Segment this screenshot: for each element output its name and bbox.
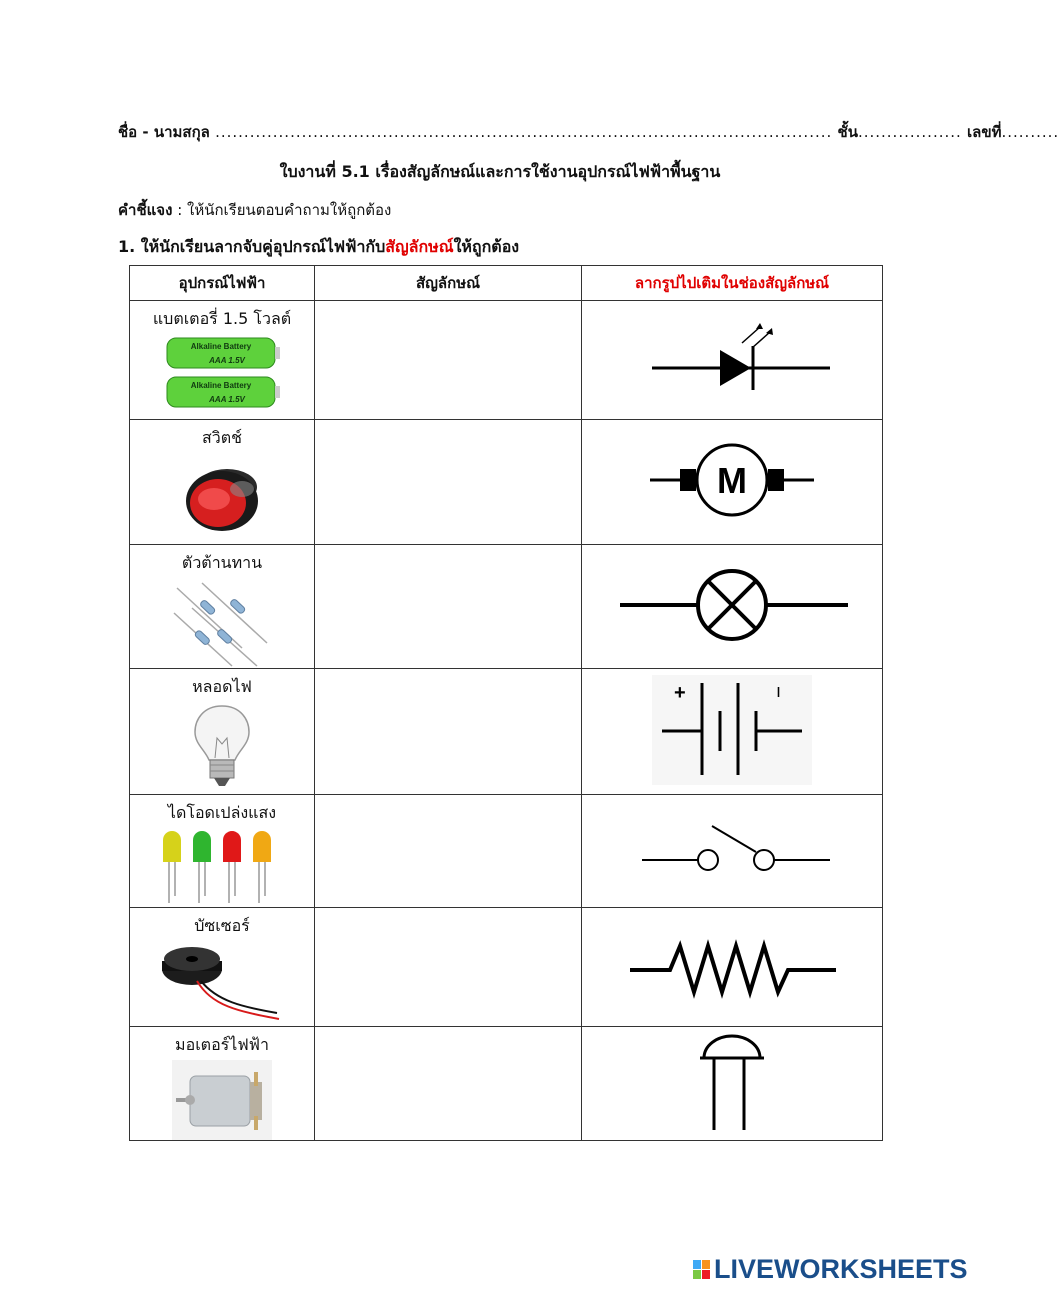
logo-text: LIVEWORKSHEETS	[714, 1253, 968, 1284]
number-label: เลขที่	[967, 123, 1002, 141]
draggable-symbol-cell	[582, 795, 883, 908]
buzzer-symbol[interactable]	[692, 1030, 772, 1134]
question-prefix: 1. ให้นักเรียนลากจับคู่อุปกรณ์ไฟฟ้ากับ	[118, 237, 386, 256]
battery-minus-sign: ı	[776, 680, 782, 701]
number-blank[interactable]: ..........	[1001, 123, 1059, 141]
draggable-symbol-cell	[582, 1027, 883, 1141]
symbol-drop-zone[interactable]	[315, 301, 582, 420]
device-cell	[130, 908, 315, 1027]
device-label: สวิตช์	[202, 428, 242, 447]
led-symbol[interactable]	[632, 313, 832, 403]
device-label: หลอดไฟ	[192, 677, 252, 696]
instruction-label: คำชี้แจง	[118, 201, 173, 219]
symbol-drop-zone[interactable]	[315, 795, 582, 908]
device-cell	[130, 301, 315, 420]
device-label: ไดโอดเปล่งแสง	[167, 803, 277, 822]
draggable-symbol-cell	[582, 301, 883, 420]
battery-spec-text: AAA 1.5V	[209, 395, 245, 404]
table-row	[130, 545, 883, 669]
question-1	[118, 235, 519, 260]
leds-image	[157, 828, 287, 903]
name-blank[interactable]: ...........................................................................................................	[215, 123, 833, 141]
symbol-drop-zone[interactable]	[315, 1027, 582, 1141]
instruction	[118, 198, 391, 222]
battery-symbol[interactable]	[652, 675, 812, 785]
symbol-drop-zone[interactable]	[315, 420, 582, 545]
dc-motor-image	[172, 1060, 272, 1140]
resistor-symbol[interactable]	[622, 930, 842, 1000]
battery-spec-text: AAA 1.5V	[209, 356, 245, 365]
battery-brand-text: Alkaline Battery	[190, 381, 252, 390]
device-label: แบตเตอรี่ 1.5 โวลต์	[152, 309, 292, 328]
header-device: อุปกรณ์ไฟฟ้า	[130, 266, 315, 301]
question-suffix: ให้ถูกต้อง	[453, 237, 520, 256]
battery-image	[157, 334, 287, 414]
lamp-symbol[interactable]	[612, 560, 852, 650]
name-label: ชื่อ - นามสกุล	[118, 123, 210, 141]
table-header-row	[130, 266, 883, 301]
battery-plus-sign: +	[674, 681, 686, 704]
table-row	[130, 420, 883, 545]
symbol-drop-zone[interactable]	[315, 669, 582, 795]
class-label: ชั้น	[837, 123, 858, 141]
device-cell	[130, 669, 315, 795]
table-row	[130, 1027, 883, 1141]
device-cell	[130, 795, 315, 908]
device-label: ตัวต้านทาน	[181, 553, 263, 572]
push-switch-image	[172, 453, 272, 538]
header-drag-instruction: ลากรูปไปเติมในช่องสัญลักษณ์	[582, 266, 883, 301]
device-cell	[130, 1027, 315, 1141]
motor-letter: M	[717, 460, 747, 501]
student-info-line	[118, 120, 1059, 144]
table-row	[130, 908, 883, 1027]
worksheet-title: ใบงานที่ 5.1 เรื่องสัญลักษณ์และการใช้งานอุปกรณ์ไฟฟ้าพื้นฐาน	[279, 162, 721, 181]
liveworksheets-logo	[693, 1253, 968, 1285]
device-cell	[130, 545, 315, 669]
instruction-text: : ให้นักเรียนตอบคำถามให้ถูกต้อง	[172, 201, 392, 219]
symbol-drop-zone[interactable]	[315, 908, 582, 1027]
draggable-symbol-cell	[582, 908, 883, 1027]
table-row	[130, 301, 883, 420]
draggable-symbol-cell	[582, 669, 883, 795]
symbol-drop-zone[interactable]	[315, 545, 582, 669]
class-blank[interactable]: ..................	[857, 123, 962, 141]
table-row	[130, 795, 883, 908]
motor-symbol[interactable]	[632, 430, 832, 530]
header-symbol: สัญลักษณ์	[315, 266, 582, 301]
device-cell	[130, 420, 315, 545]
switch-symbol[interactable]	[632, 814, 832, 884]
light-bulb-image	[187, 702, 257, 792]
draggable-symbol-cell	[582, 420, 883, 545]
question-highlight: สัญลักษณ์	[385, 237, 454, 256]
battery-brand-text: Alkaline Battery	[190, 342, 252, 351]
device-label: มอเตอร์ไฟฟ้า	[175, 1035, 269, 1054]
device-label: บัซเซอร์	[194, 916, 250, 935]
logo-grid-icon	[693, 1260, 710, 1279]
buzzer-image	[157, 941, 287, 1026]
table-row	[130, 669, 883, 795]
draggable-symbol-cell	[582, 545, 883, 669]
resistors-image	[172, 578, 272, 668]
matching-table	[129, 265, 883, 1141]
